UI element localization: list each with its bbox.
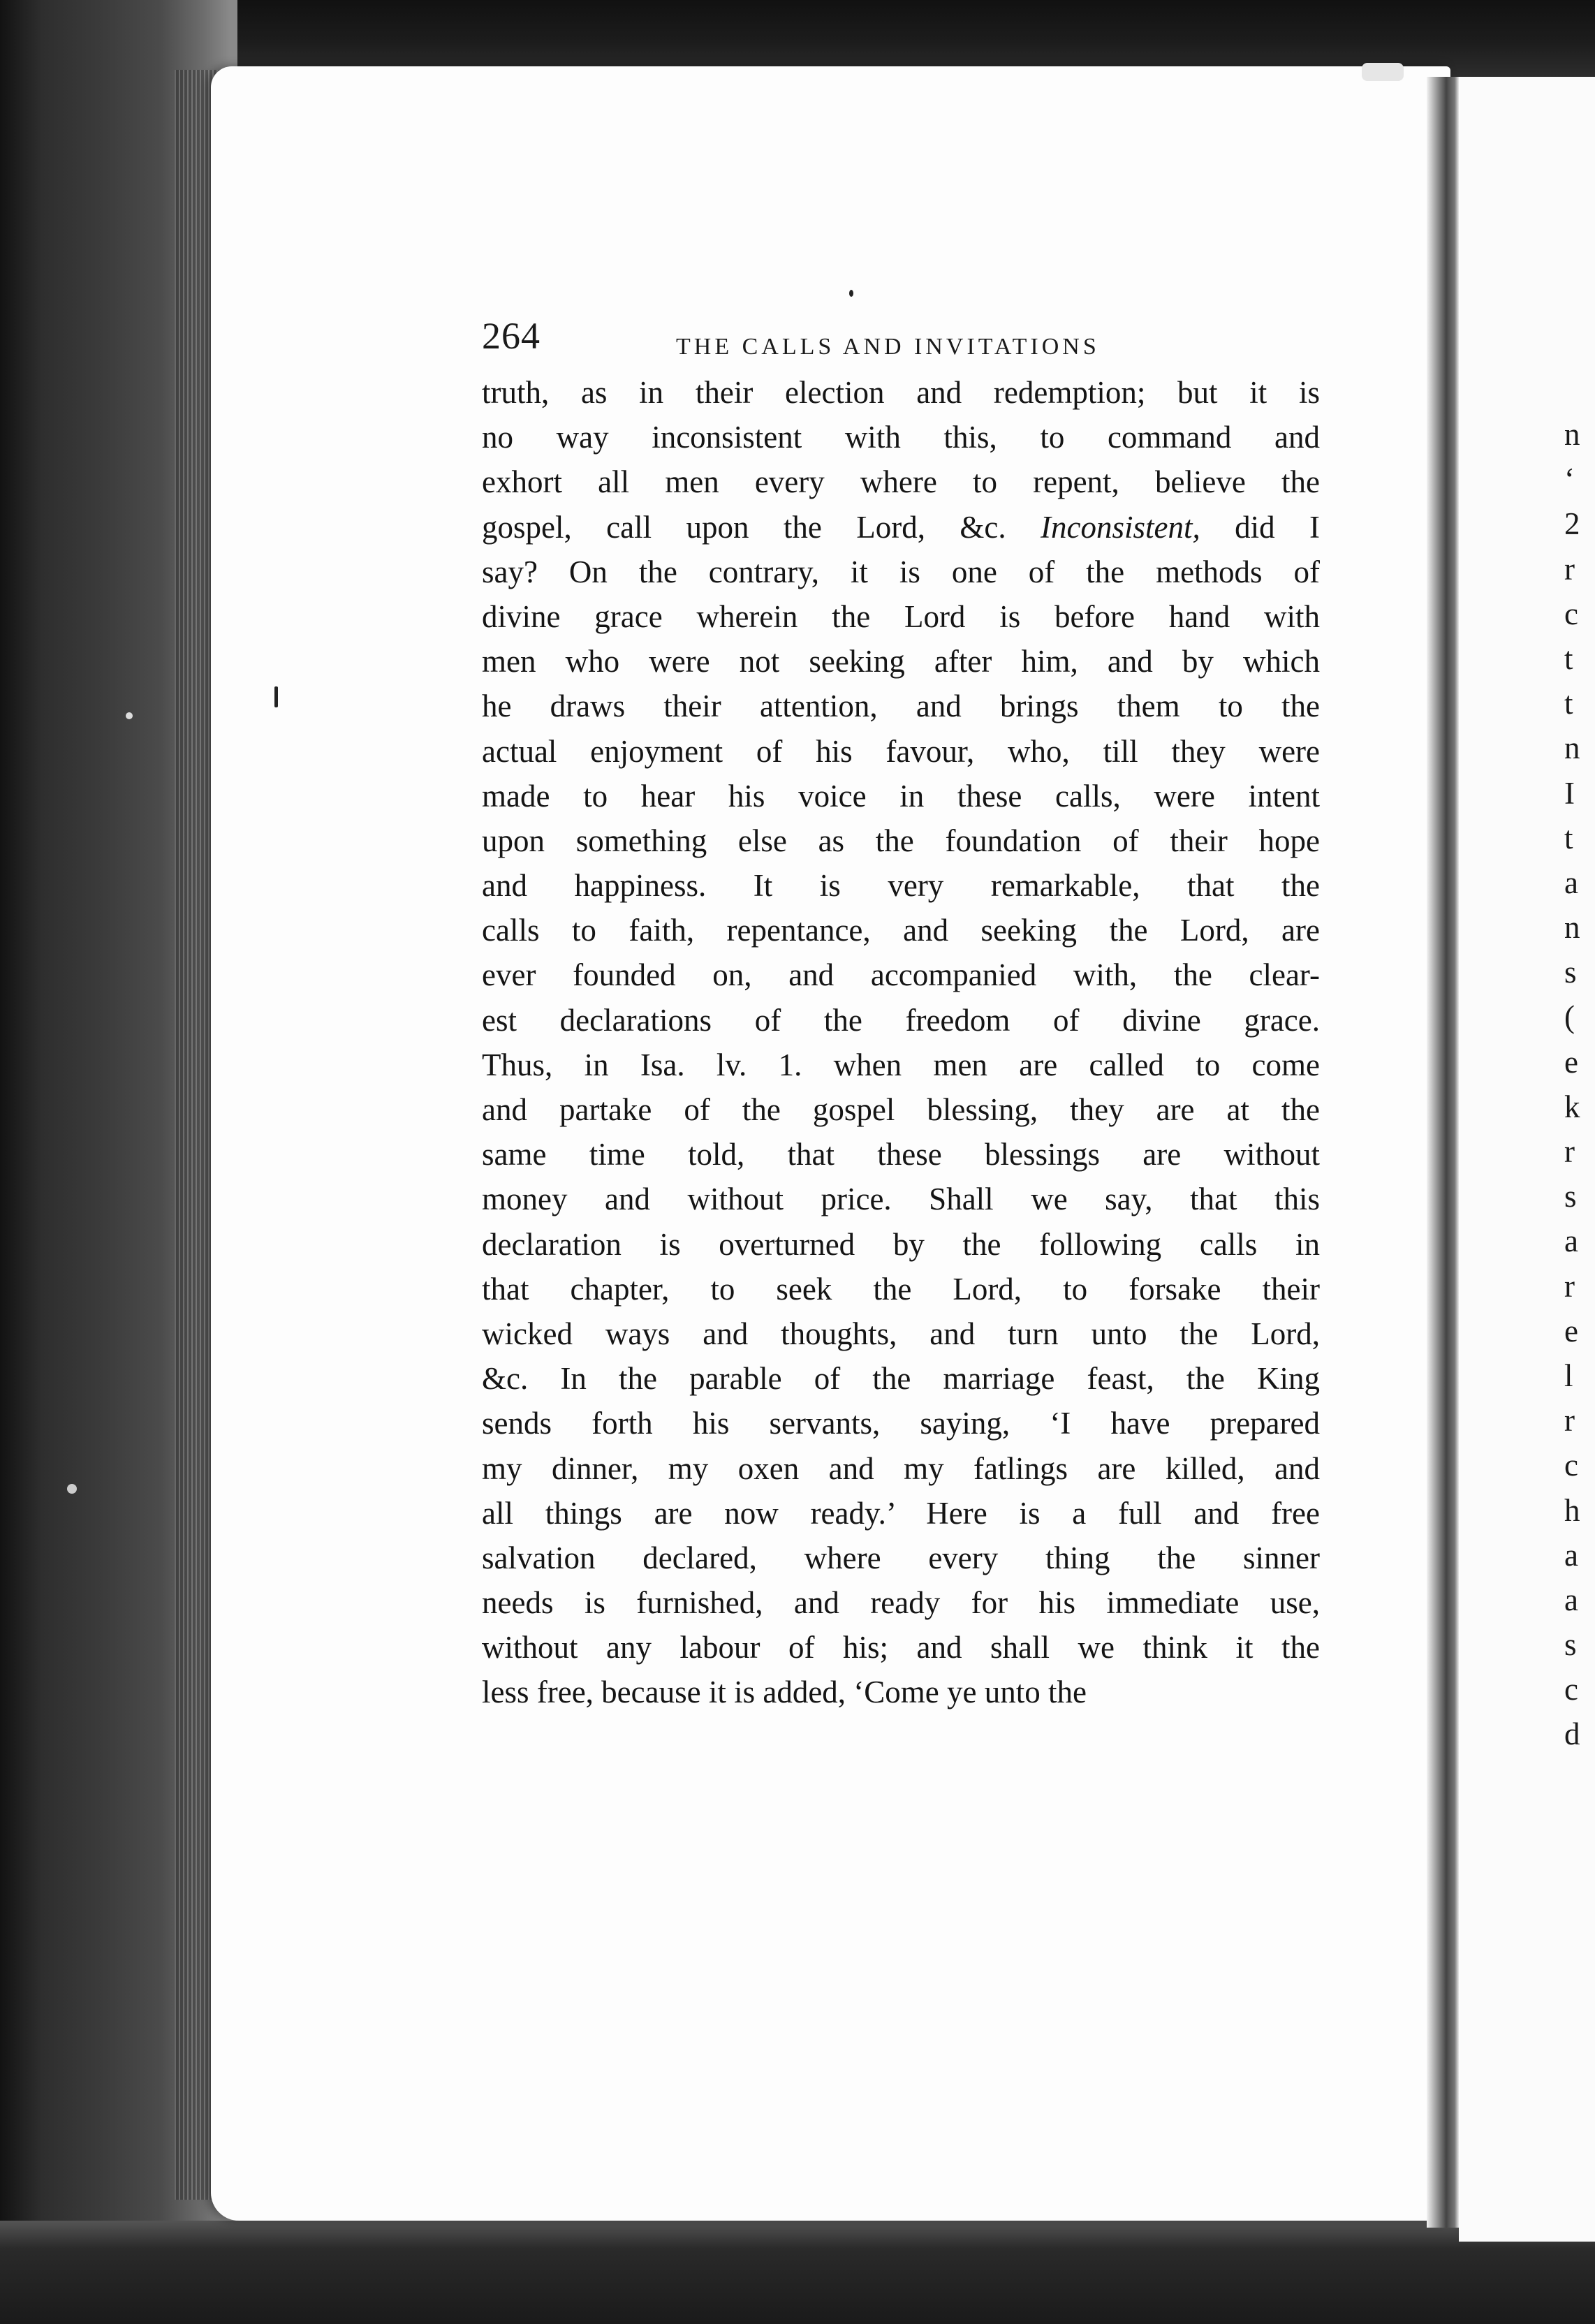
edge-letter: d [1564, 1716, 1580, 1752]
edge-letter: h [1564, 1492, 1580, 1528]
edge-letter: e [1564, 1044, 1578, 1080]
edge-letter: a [1564, 1582, 1578, 1617]
scan-speck [1362, 63, 1404, 81]
edge-letter: n [1564, 730, 1580, 766]
scanner-bottom-band [0, 2221, 1595, 2324]
scanner-top-band [0, 0, 1595, 77]
text-line: say? On the contrary, it is one of the methods of [482, 554, 1320, 589]
edge-letter: s [1564, 1179, 1577, 1214]
text-line: Thus, in Isa. lv. 1. when men are called to come [482, 1047, 1320, 1082]
edge-letter: s [1564, 1627, 1577, 1663]
facing-page-letters [1564, 412, 1595, 1757]
text-line [482, 505, 1320, 550]
text-line: and partake of the gospel blessing, they are at the [482, 1092, 1320, 1127]
page-gutter [1427, 77, 1459, 2228]
text-line: he draws their attention, and brings them to the [482, 689, 1320, 724]
scan-speck [126, 712, 133, 719]
running-head: THE CALLS AND INVITATIONS [676, 334, 1100, 360]
edge-letter: 2 [1564, 506, 1580, 542]
text-line: truth, as in their election and redemption; but it is [482, 375, 1320, 410]
edge-letter: r [1564, 1268, 1575, 1304]
text-line: money and without price. Shall we say, that this [482, 1182, 1320, 1217]
edge-letter: r [1564, 551, 1575, 587]
edge-letter: s [1564, 955, 1577, 990]
edge-letter: e [1564, 1313, 1578, 1348]
text-line: sends forth his servants, saying, ‘I have prepared [482, 1406, 1320, 1441]
edge-letter: t [1564, 640, 1573, 676]
text-line: est declarations of the freedom of divine grace. [482, 1002, 1320, 1038]
text-line: without any labour of his; and shall we think it the [482, 1630, 1320, 1665]
edge-letter: c [1564, 596, 1578, 631]
edge-letter: n [1564, 417, 1580, 452]
scan-speck [67, 1484, 77, 1494]
text-line: declaration is overturned by the following calls in [482, 1226, 1320, 1262]
edge-letter: n [1564, 910, 1580, 946]
edge-letter: c [1564, 1448, 1578, 1483]
text-line: needs is furnished, and ready for his immediate use, [482, 1585, 1320, 1621]
edge-letter: c [1564, 1672, 1578, 1707]
edge-letter: I [1564, 775, 1575, 811]
text-line: exhort all men every where to repent, believe the [482, 464, 1320, 500]
text-line: wicked ways and thoughts, and turn unto the Lord, [482, 1316, 1320, 1351]
text-line: divine grace wherein the Lord is before hand with [482, 598, 1320, 634]
text-line: salvation declared, where every thing the sinner [482, 1540, 1320, 1575]
text-line: less free, because it is added, ‘Come ye unto the [482, 1675, 1087, 1710]
text-line: men who were not seeking after him, and by which [482, 644, 1320, 679]
text-line: same time told, that these blessings are without [482, 1137, 1320, 1172]
edge-letter: a [1564, 865, 1578, 900]
text-line: and happiness. It is very remarkable, that the [482, 868, 1320, 904]
edge-letter: a [1564, 1537, 1578, 1573]
text-line: calls to faith, repentance, and seeking the Lord, are [482, 913, 1320, 948]
edge-letter: l [1564, 1358, 1573, 1393]
edge-letter: r [1564, 1134, 1575, 1169]
text-line-end: did I [1200, 509, 1320, 545]
edge-letter: t [1564, 686, 1573, 721]
italic-word: Inconsistent, [1041, 509, 1200, 545]
text-line: upon something else as the foundation of their hope [482, 823, 1320, 858]
edge-letter: k [1564, 1089, 1580, 1124]
text-line: ever founded on, and accompanied with, the clear- [482, 957, 1320, 993]
edge-letter: t [1564, 820, 1573, 855]
edge-letter: ‘ [1564, 462, 1575, 497]
text-line: that chapter, to seek the Lord, to forsake their [482, 1271, 1320, 1307]
body-text [482, 370, 1320, 1715]
text-line: made to hear his voice in these calls, were intent [482, 778, 1320, 814]
edge-letter: r [1564, 1403, 1575, 1439]
page-number: 264 [482, 315, 541, 357]
scan-speck [274, 686, 278, 707]
edge-letter: a [1564, 1223, 1578, 1259]
text-line-start: gospel, call upon the Lord, &c. [482, 509, 1006, 545]
text-line: actual enjoyment of his favour, who, till they were [482, 733, 1320, 769]
text-line: my dinner, my oxen and my fatlings are killed, and [482, 1450, 1320, 1486]
text-line: all things are now ready.’ Here is a full and free [482, 1495, 1320, 1531]
text-line: &c. In the parable of the marriage feast, the King [482, 1361, 1320, 1397]
scan-speck [849, 290, 853, 297]
text-line: no way inconsistent with this, to command and [482, 420, 1320, 455]
edge-letter: ( [1564, 999, 1575, 1035]
